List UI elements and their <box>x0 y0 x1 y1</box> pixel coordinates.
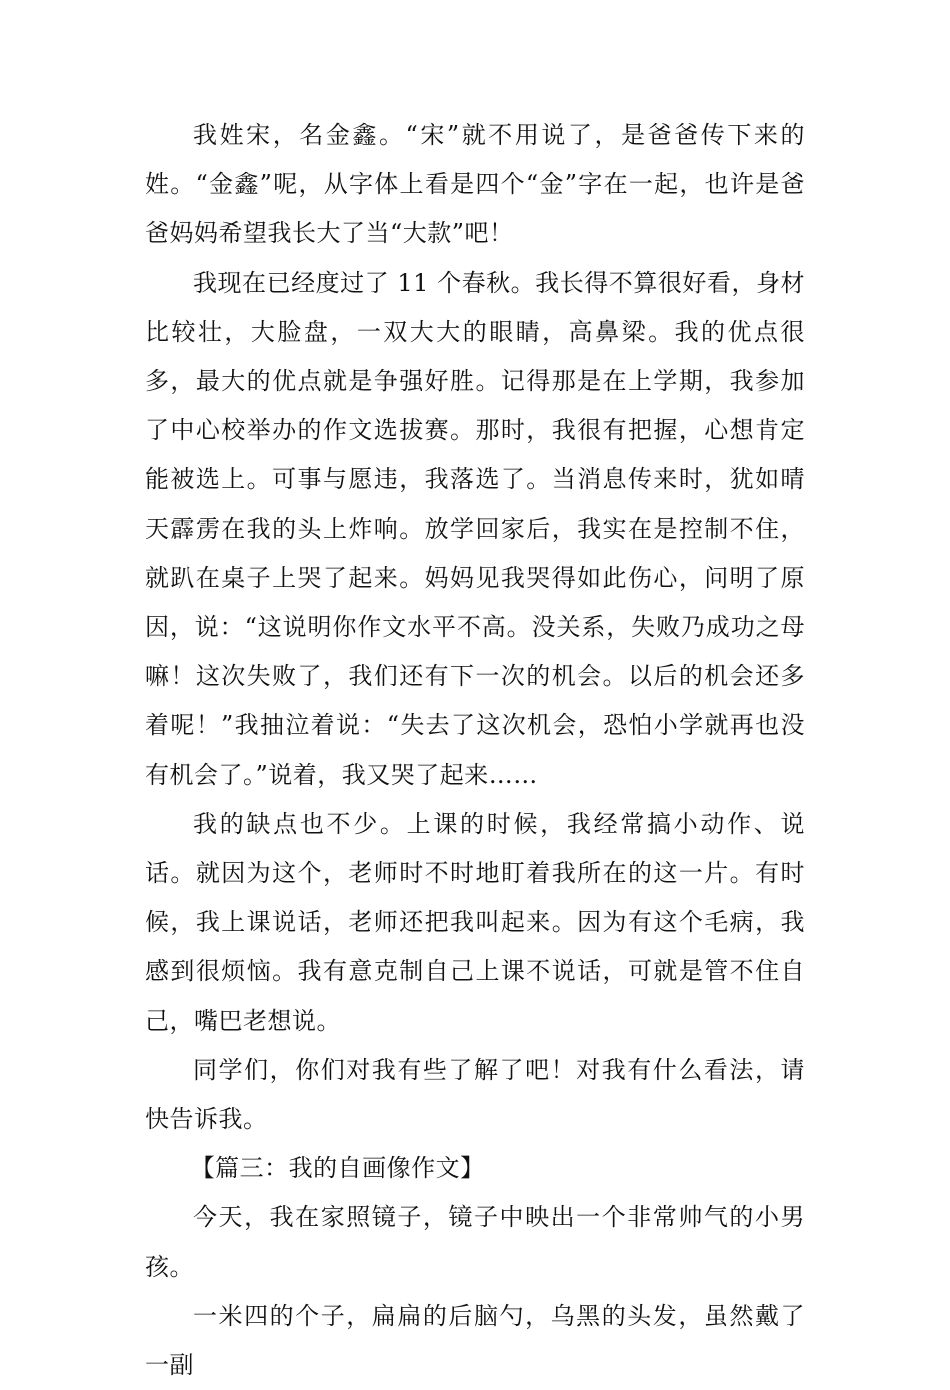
paragraph-shortcomings: 我的缺点也不少。上课的时候，我经常搞小动作、说话。就因为这个，老师时不时地盯着我所在的这一片。有时候，我上课说话，老师还把我叫起来。因为有这个毛病，我感到很烦恼。我有意克制自己上课不说话，可就是管不住自己，嘴巴老想说。 <box>145 809 805 1035</box>
document-body <box>145 111 805 1390</box>
section-heading: 【篇三：我的自画像作文】 <box>190 1154 485 1183</box>
paragraph-name-origin: 我姓宋，名金鑫。“宋”就不用说了，是爸爸传下来的姓。“金鑫”呢，从字体上看是四个“金”字在一起，也许是爸爸妈妈希望我长大了当“大款”吧！ <box>145 121 805 248</box>
paragraph-appearance-strengths: 我现在已经度过了 11 个春秋。我长得不算很好看，身材比较壮，大脸盘，一双大大的眼睛，高鼻梁。我的优点很多，最大的优点就是争强好胜。记得那是在上学期，我参加了中心校举办的作文选拔赛。那时，我很有把握，心想肯定能被选上。可事与愿违，我落选了。当消息传来时，犹如晴天霹雳在我的头上炸响。放学回家后，我实在是控制不住，就趴在桌子上哭了起来。妈妈见我哭得如此伤心，问明了原因，说：“这说明你作文水平不高。没关系，失败乃成功之母嘛！这次失败了，我们还有下一次的机会。以后的机会还多着呢！”我抽泣着说：“失去了这次机会，恐怕小学就再也没有机会了。”说着，我又哭了起来…… <box>145 268 805 789</box>
paragraph-mirror: 今天，我在家照镜子，镜子中映出一个非常帅气的小男孩。 <box>145 1203 805 1281</box>
paragraph-description: 一米四的个子，扁扁的后脑勺，乌黑的头发，虽然戴了一副 <box>145 1301 805 1380</box>
paragraph-closing: 同学们，你们对我有些了解了吧！对我有什么看法，请快告诉我。 <box>145 1055 805 1134</box>
